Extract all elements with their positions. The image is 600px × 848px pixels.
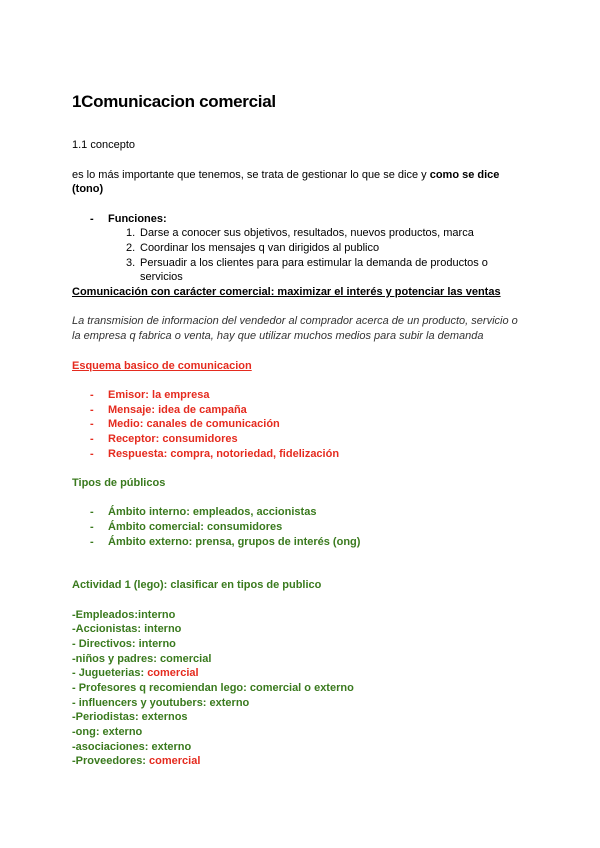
item-number: 3.: [126, 257, 136, 269]
actividad-line-text: -Proveedores:: [72, 755, 150, 767]
publicos-item: [90, 505, 316, 519]
actividad-line: [72, 637, 176, 651]
esquema-item: [90, 388, 210, 402]
esquema-item-text: Emisor: la empresa: [108, 389, 210, 401]
actividad-line-text: -niños y padres: comercial: [72, 653, 212, 665]
dash-bullet: -: [90, 448, 94, 460]
dash-bullet: -: [90, 536, 94, 548]
item-text: Persuadir a los clientes para para estimular la demanda de productos o: [140, 257, 488, 269]
funciones-bullet: [90, 212, 167, 226]
esquema-item: [90, 417, 280, 431]
dash-bullet: -: [90, 404, 94, 416]
esquema-item-text: Respuesta: compra, notoriedad, fidelización: [108, 448, 340, 460]
concepto-text: es lo más importante que tenemos, se trata de gestionar lo que se dice y: [72, 169, 430, 181]
item-text: Darse a conocer sus objetivos, resultados, nuevos productos, marca: [140, 227, 474, 239]
transmision-line2: la empresa q fabrica o venta, hay que utilizar muchos medios para subir la demanda: [72, 330, 484, 342]
section-concepto-heading: 1.1 concepto: [72, 139, 135, 151]
transmision-line1: La transmision de informacion del vendedor al comprador acerca de un producto, servicio o: [72, 315, 518, 327]
publicos-item: [90, 520, 282, 534]
esquema-item: [90, 432, 238, 446]
esquema-heading: Esquema basico de comunicacion: [72, 360, 252, 372]
dash-bullet: -: [90, 213, 94, 225]
dash-bullet: -: [90, 418, 94, 430]
concepto-paragraph-line2: (tono): [72, 183, 104, 195]
funciones-item: [126, 226, 474, 240]
actividad-line-text: -asociaciones: externo: [72, 741, 192, 753]
dash-bullet: -: [90, 506, 94, 518]
dash-bullet: -: [90, 389, 94, 401]
publicos-item-text: Ámbito comercial: consumidores: [108, 521, 283, 533]
item-number: 1.: [126, 227, 136, 239]
esquema-item-text: Mensaje: idea de campaña: [108, 404, 247, 416]
esquema-item-text: Medio: canales de comunicación: [108, 418, 280, 430]
publicos-heading: Tipos de públicos: [72, 477, 166, 489]
comercial-heading: Comunicación con carácter comercial: maximizar el interés y potenciar las ventas: [72, 286, 501, 298]
actividad-heading: Actividad 1 (lego): clasificar en tipos de publico: [72, 579, 322, 591]
actividad-line: [72, 622, 181, 636]
funciones-item-continuation: servicios: [140, 271, 183, 283]
dash-bullet: -: [90, 521, 94, 533]
actividad-line: [72, 710, 188, 724]
funciones-item: [126, 241, 379, 255]
dash-bullet: -: [90, 433, 94, 445]
actividad-line: [72, 666, 199, 680]
item-text: Coordinar los mensajes q van dirigidos al publico: [140, 242, 380, 254]
concepto-bold-text: como se dice: [429, 169, 500, 181]
esquema-item: [90, 447, 339, 461]
actividad-line: [72, 608, 175, 622]
item-number: 2.: [126, 242, 136, 254]
publicos-item-text: Ámbito interno: empleados, accionistas: [108, 506, 317, 518]
concepto-paragraph-line1: [72, 168, 499, 182]
actividad-line: [72, 725, 142, 739]
esquema-item: [90, 403, 247, 417]
publicos-item: [90, 535, 360, 549]
actividad-line-red: comercial: [149, 755, 201, 767]
actividad-line-text: - influencers y youtubers: externo: [72, 697, 250, 709]
actividad-line: [72, 652, 211, 666]
actividad-line-text: - Directivos: interno: [72, 638, 176, 650]
actividad-line: [72, 681, 354, 695]
actividad-line: [72, 754, 200, 768]
actividad-line: [72, 740, 191, 754]
funciones-item: [126, 256, 488, 270]
actividad-line-text: -Periodistas: externos: [72, 711, 188, 723]
funciones-label: Funciones:: [108, 213, 167, 225]
actividad-line-text: -ong: externo: [72, 726, 143, 738]
actividad-line: [72, 696, 249, 710]
publicos-item-text: Ámbito externo: prensa, grupos de interés (ong): [108, 536, 361, 548]
actividad-line-text: -Empleados:interno: [72, 609, 176, 621]
actividad-line-text: - Jugueterias:: [72, 667, 148, 679]
esquema-item-text: Receptor: consumidores: [108, 433, 238, 445]
actividad-line-text: -Accionistas: interno: [72, 623, 182, 635]
actividad-line-text: - Profesores q recomiendan lego: comercial o externo: [72, 682, 354, 694]
actividad-line-red: comercial: [147, 667, 199, 679]
page-title: 1Comunicacion comercial: [72, 92, 276, 111]
